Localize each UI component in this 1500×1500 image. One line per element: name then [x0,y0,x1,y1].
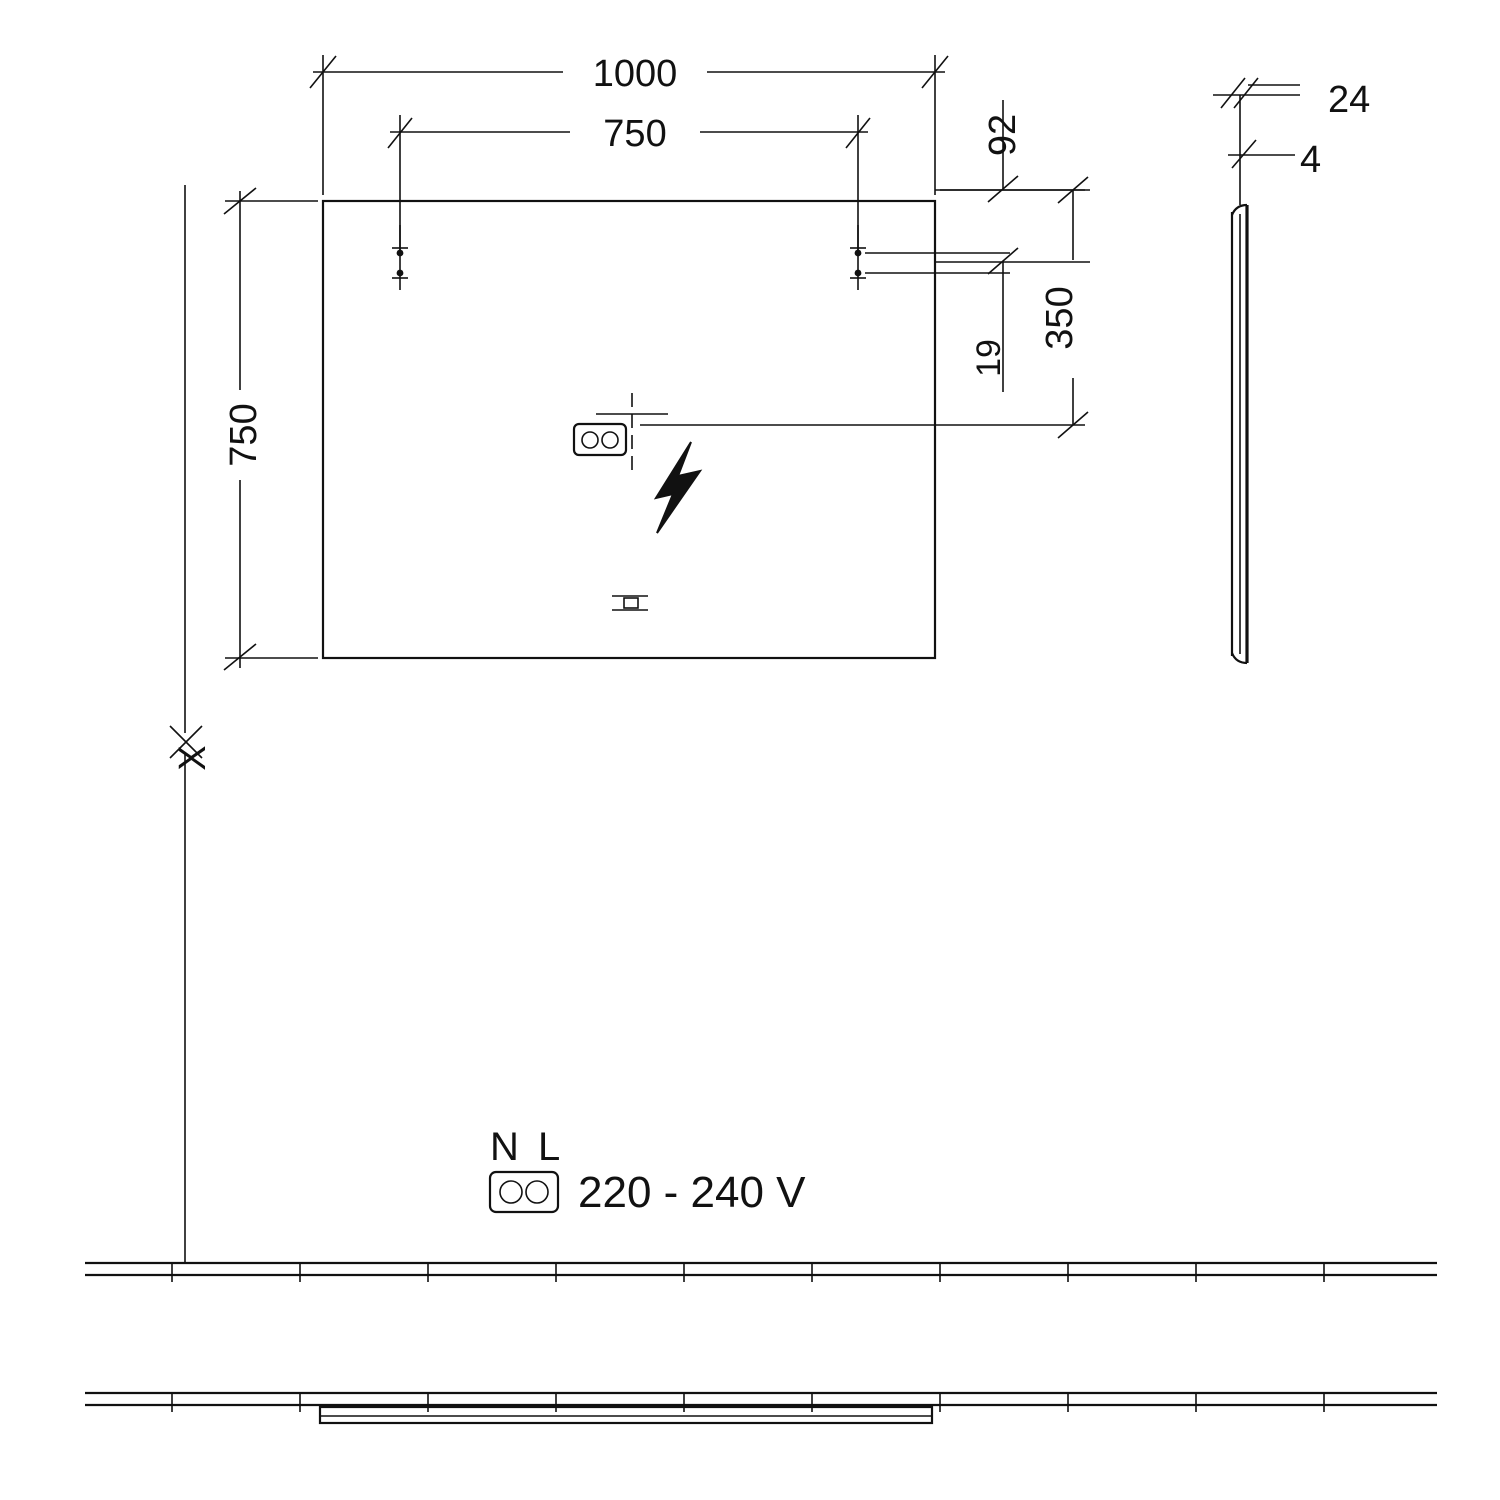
dim-label-depth-glass: 4 [1300,139,1322,181]
mirror-side-view [1232,205,1247,663]
mounting-bracket-icon [612,596,648,610]
dim-label-depth-total: 24 [1328,79,1371,121]
dim-label-height-total: 750 [223,403,265,467]
electrical-hazard-icon [656,442,700,533]
label-voltage: 220 - 240 V [578,1168,806,1217]
floor-line-lower [85,1393,1437,1412]
power-connector-icon [574,424,626,455]
dim-label-floor-distance: X [172,745,214,771]
mirror-plan-view [320,1407,932,1423]
dim-label-mount-spacing: 19 [970,339,1008,377]
tick-24-a [1221,78,1245,108]
label-live: L [538,1125,561,1169]
floor-line-upper [85,1263,1437,1282]
dim-label-top-offset: 92 [982,113,1024,157]
dim-label-mount-drop: 350 [1039,286,1081,350]
label-neutral: N [490,1125,519,1169]
tick-4 [1232,140,1256,168]
tick-24-b [1234,78,1258,108]
power-connector-icon [490,1172,558,1212]
mirror-front-view [323,201,935,658]
dim-label-width-mounts: 750 [603,113,667,155]
dim-label-width-total: 1000 [592,53,678,95]
